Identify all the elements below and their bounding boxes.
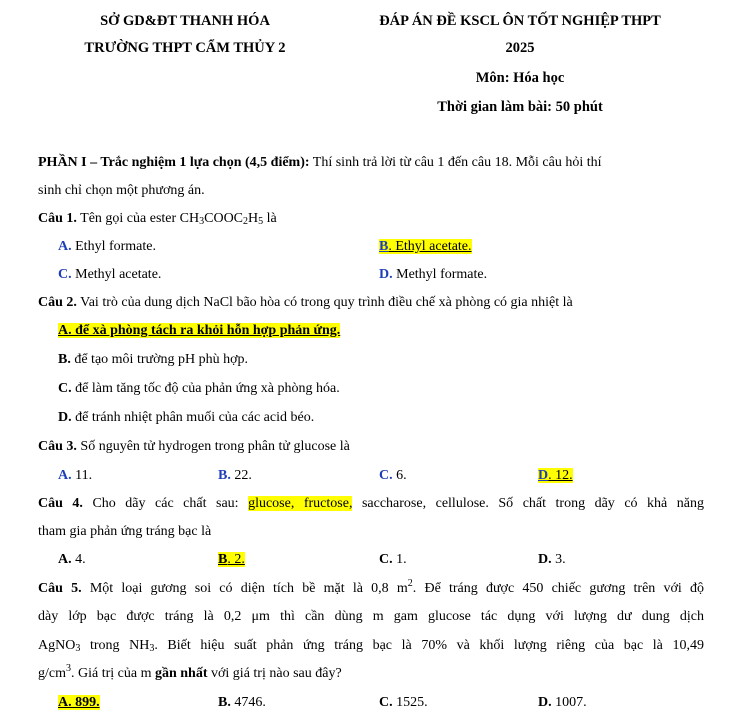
q4-option-d: D. 3. [538,552,566,567]
question-5-line2: dày lớp bạc được tráng là 0,2 μm thì cần dùng m gam glucose tác dụng với lượng dư dung dịch [38,609,704,624]
highlighted-reducing-sugars: glucose, fructose, [248,496,353,511]
q3-option-a: A. 11. [58,468,93,483]
q1-option-a: A. Ethyl formate. [58,239,156,254]
q5-option-b: B. 4746. [218,695,266,710]
q1-option-c: C. Methyl acetate. [58,267,162,282]
question-4: Câu 4. Cho dãy các chất sau: glucose, fructose, saccharose, cellulose. Số chất trong dãy có khả năng [38,496,704,511]
q2-option-b: B. để tạo môi trường pH phù hợp. [58,352,248,367]
question-4-cont: tham gia phản ứng tráng bạc là [38,524,212,539]
question-2: Câu 2. Vai trò của dung dịch NaCl bão hòa có trong quy trình điều chế xà phòng có gia nhiệt là [38,295,573,310]
part1-instruction-cont: sinh chỉ chọn một phương án. [38,183,205,198]
school-name: TRƯỜNG THPT CẨM THỦY 2 [84,40,286,56]
q1-option-b-answer: B. Ethyl acetate. [379,239,472,254]
q5-option-c: C. 1525. [379,695,428,710]
part1-title: PHẦN I – Trắc nghiệm 1 lựa chọn (4,5 điểm): [38,155,310,170]
q3-option-b: B. 22. [218,468,252,483]
part1-instruction: PHẦN I – Trắc nghiệm 1 lựa chọn (4,5 điểm): Thí sinh trả lời từ câu 1 đến câu 18. Mỗi câu hỏi thí [38,155,602,170]
q4-option-a: A. 4. [58,552,86,567]
question-1: Câu 1. Tên gọi của ester $CH_3COOC_2H_5$ là [38,211,277,227]
q2-option-d: D. để tránh nhiệt phân muối của các acid béo. [58,410,315,425]
question-5: Câu 5. Một loại gương soi có diện tích bề mặt là 0,8 $m^2$. Để tráng được 450 chiếc gương trên với độ [38,578,704,596]
q5-option-a-answer: A. 899. [58,695,100,710]
q3-option-d-answer: D. 12. [538,468,573,483]
q3-option-c: C. 6. [379,468,407,483]
doc-title: ĐÁP ÁN ĐỀ KSCL ÔN TỐT NGHIỆP THPT [379,13,661,29]
doc-year: 2025 [505,40,535,56]
q1-option-d: D. Methyl formate. [379,267,488,282]
question-5-line3: AgNO$_3$ trong $NH_3$. Biết hiệu suất phản ứng tráng bạc là 70% và khối lượng riêng của bạc là 10,49 [38,638,704,654]
question-5-line4: $g/cm^3$. Giá trị của m gần nhất với giá trị nào sau đây? [38,663,342,681]
q2-option-a-answer: A. để xà phòng tách ra khỏi hỗn hợp phản ứng. [58,323,341,338]
q4-option-c: C. 1. [379,552,407,567]
q2-option-c: C. để làm tăng tốc độ của phản ứng xà phòng hóa. [58,381,340,396]
department-name: SỞ GD&ĐT THANH HÓA [100,13,270,29]
question-3: Câu 3. Số nguyên tử hydrogen trong phân tử glucose là [38,439,350,454]
exam-time: Thời gian làm bài: 50 phút [437,99,603,115]
subject: Môn: Hóa học [475,70,565,86]
q5-option-d: D. 1007. [538,695,587,710]
q4-option-b-answer: B. 2. [218,552,245,567]
